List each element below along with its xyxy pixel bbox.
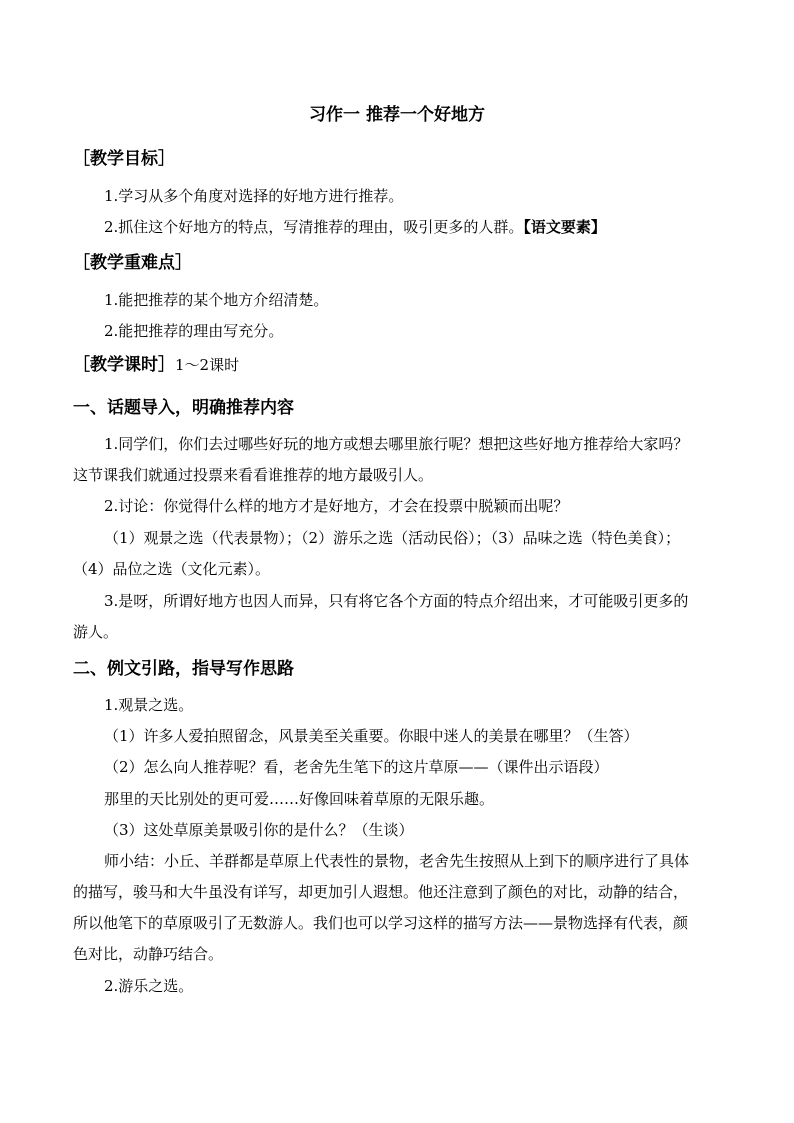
- part2-line-3: （2）怎么向人推荐呢？看，老舍先生笔下的这片草原——（课件出示语段）: [104, 758, 609, 776]
- part2-heading: 二、例文引路，指导写作思路: [73, 659, 294, 679]
- part1-line-3: 2.讨论：你觉得什么样的地方才是好地方，才会在投票中脱颖而出呢？: [104, 497, 569, 515]
- part2-line-4: 那里的天比别处的更可爱……好像回味着草原的无限乐趣。: [104, 790, 495, 808]
- difficulty-item-2: 2.能把推荐的理由写充分。: [104, 322, 284, 340]
- goal-item-2: [104, 216, 606, 238]
- goal-item-2-text: 2.抓住这个好地方的特点，写清推荐的理由，吸引更多的人群。: [104, 218, 524, 236]
- difficulty-item-1: 1.能把推荐的某个地方介绍清楚。: [104, 291, 329, 309]
- part2-line-7: 的描写，骏马和大牛虽没有详写，却更加引人遐想。他还注意到了颜色的对比，动静的结合，: [73, 883, 689, 901]
- part1-heading: 一、话题导入，明确推荐内容: [73, 398, 294, 418]
- part1-line-4: （1）观景之选（代表景物）；（2）游乐之选（活动民俗）；（3）品味之选（特色美食）；: [104, 529, 681, 547]
- part1-line-7: 游人。: [73, 623, 119, 641]
- part2-line-8: 所以他笔下的草原吸引了无数游人。我们也可以学习这样的描写方法——景物选择有代表，颜: [73, 914, 689, 932]
- part2-line-6: 师小结：小丘、羊群都是草原上代表性的景物，老舍先生按照从上到下的顺序进行了具体: [104, 852, 690, 870]
- part1-line-5: （4）品位之选（文化元素）。: [73, 560, 271, 578]
- part1-line-1: 1.同学们，你们去过哪些好玩的地方或想去哪里旅行呢？想把这些好地方推荐给大家吗？: [104, 435, 689, 453]
- hours-value: 1～2课时: [175, 356, 240, 374]
- part2-line-10: 2.游乐之选。: [104, 977, 194, 995]
- part2-line-2: （1）许多人爱拍照留念，风景美至关重要。你眼中迷人的美景在哪里？（生答）: [104, 727, 639, 745]
- part2-line-9: 色对比，动静巧结合。: [73, 945, 224, 963]
- goal-item-1: 1.学习从多个角度对选择的好地方进行推荐。: [104, 187, 404, 205]
- part2-line-5: （3）这处草原美景吸引你的是什么？（生谈）: [104, 821, 414, 839]
- part2-line-1: 1.观景之选。: [104, 696, 194, 714]
- part1-line-6: 3.是呀，所谓好地方也因人而异，只有将它各个方面的特点介绍出来，才可能吸引更多的: [104, 592, 689, 610]
- part1-line-2: 这节课我们就通过投票来看看谁推荐的地方最吸引人。: [73, 466, 434, 484]
- difficulty-heading: ［教学重难点］: [73, 253, 192, 273]
- hours-line: [73, 354, 239, 376]
- goal-item-2-tag: 【语文要素】: [523, 218, 606, 236]
- goals-heading: ［教学目标］: [73, 149, 175, 169]
- document-title: 习作一 推荐一个好地方: [309, 105, 485, 125]
- hours-heading: ［教学课时］: [73, 355, 175, 375]
